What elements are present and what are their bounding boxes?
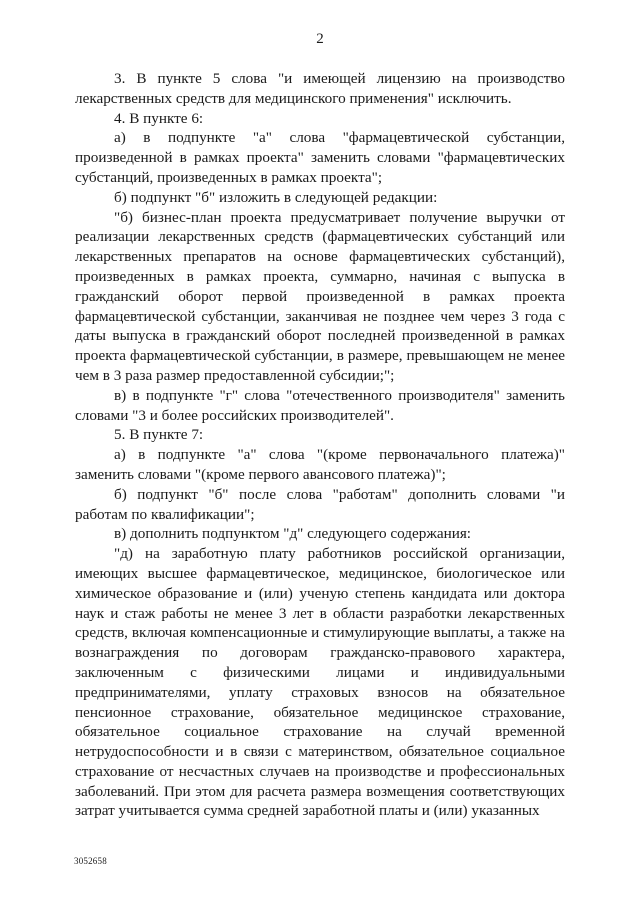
subparagraph-4a: а) в подпункте "а" слова "фармацевтической субстанции, произведенной в рамках проекта" заменить словами "фармацевтических субстанций, произведенных в рамках проекта"; — [75, 129, 565, 186]
subparagraph-5c: в) дополнить подпунктом "д" следующего содержания: — [114, 525, 472, 543]
subparagraph-4b: б) подпункт "б" изложить в следующей редакции: — [114, 188, 438, 206]
subparagraph-5a: а) в подпункте "а" слова "(кроме первоначального платежа)" заменить словами "(кроме первого авансового платежа)"; — [75, 446, 565, 483]
page-number: 2 — [316, 31, 324, 47]
subparagraph-4c: в) в подпункте "г" слова "отечественного производителя" заменить словами "3 и более российских производителей". — [75, 386, 565, 424]
document-body — [75, 69, 565, 821]
document-code: 3052658 — [74, 856, 107, 866]
paragraph-item-5: 5. В пункте 7: — [114, 426, 204, 444]
subparagraph-4b-new-text: "б) бизнес-план проекта предусматривает получение выручки от реализации лекарственных средств (фармацевтических субстанций или лекарственных препаратов на основе фармацевтических субстанций), произведенных в рамках проекта, суммарно, начиная с выпуска в гражданский оборот первой произведенной в рамках проекта фармацевтической субстанции, заканчивая не позднее чем через 3 года с даты выпуска в гражданский оборот последней произведенной в рамках проекта фармацевтической субстанции, в размере, превышающем не менее чем в 3 раза размер предоставленной субсидии;"; — [75, 208, 565, 384]
paragraph-item-3: 3. В пункте 5 слова "и имеющей лицензию на производство лекарственных средств для медицинского применения" исключить. — [75, 70, 565, 107]
subparagraph-5c-new-text: "д) на заработную плату работников российской организации, имеющих высшее фармацевтическое, медицинское, биологическое или химическое образование и (или) ученую степень кандидата или доктора наук и стаж работы не менее 3 лет в области разработки лекарственных средств, включая компенсационные и стимулирующие выплаты, а также на вознаграждения по договорам гражданско-правового характера, заключенным с физическими лицами и индивидуальными предпринимателями, уплату страховых взносов на обязательное пенсионное страхование, обязательное медицинское страхование, обязательное социальное страхование на случай временной нетрудоспособности и в связи с материнством, обязательное социальное страхование от несчастных случаев на производстве и профессиональных заболеваний. При этом для расчета размера возмещения соответствующих затрат учитывается сумма средней заработной платы и (или) указанных — [75, 545, 565, 820]
paragraph-item-4: 4. В пункте 6: — [114, 109, 204, 127]
subparagraph-5b: б) подпункт "б" после слова "работам" дополнить словами "и работам по квалификации"; — [75, 485, 565, 523]
